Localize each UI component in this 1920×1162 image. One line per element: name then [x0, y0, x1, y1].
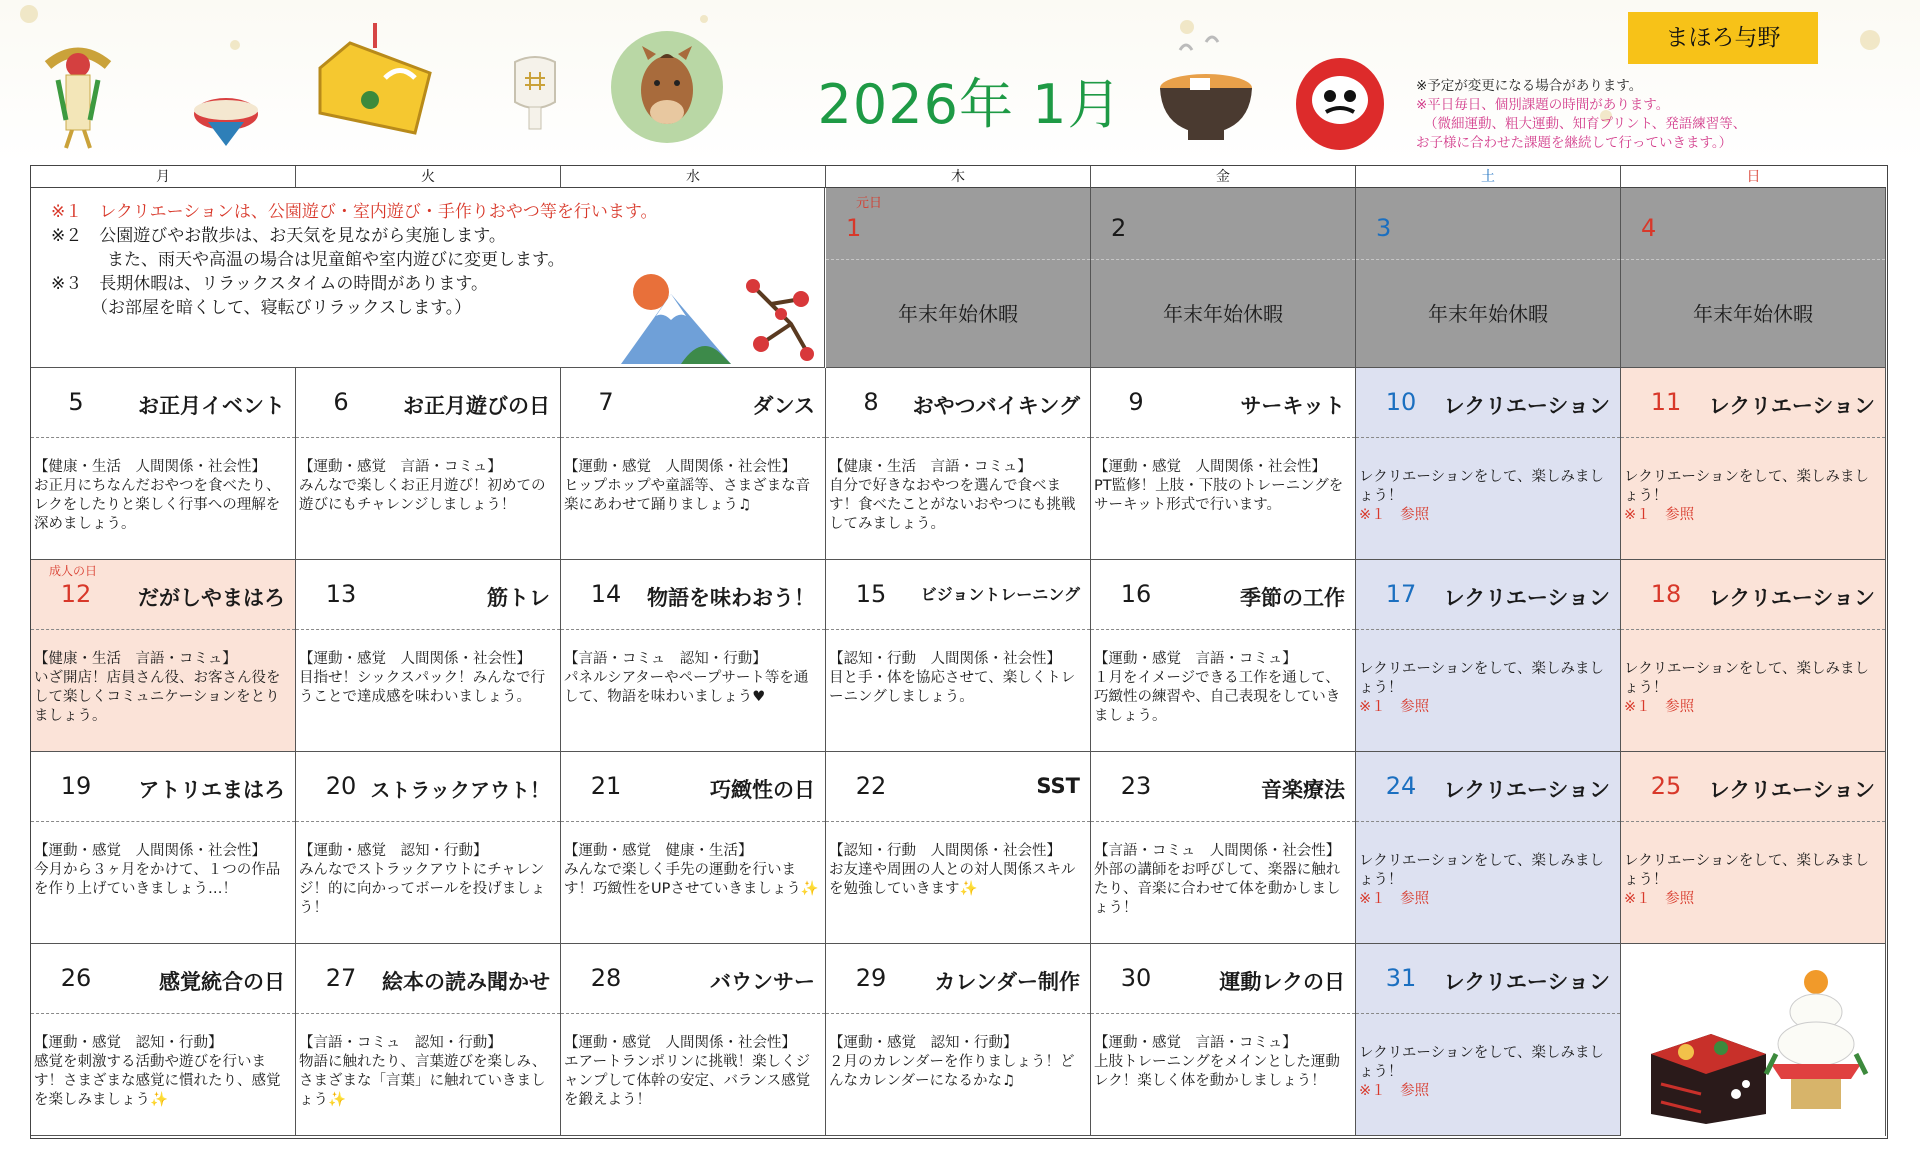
day-cell	[1091, 752, 1356, 944]
reference-note: ※１ 参照	[1624, 507, 1695, 523]
activity-title: レクリエーション	[1443, 970, 1610, 994]
activity-title: レクリエーション	[1708, 586, 1875, 610]
activity-description: 【運動・感覚 認知・行動】 みんなでストラックアウトにチャレンジ！的に向かってボールを投げましょう！	[299, 843, 546, 916]
day-cell	[826, 944, 1091, 1136]
horse-icon	[608, 28, 726, 146]
day-number: 12	[60, 580, 92, 608]
activity-title: お正月遊びの日	[403, 394, 550, 418]
day-cell	[1356, 368, 1621, 560]
note-line: お子様に合わせた課題を継続して行っていきます。）	[1416, 135, 1733, 151]
note-line: （微細運動、粗大運動、知育プリント、発語練習等、	[1424, 116, 1747, 132]
holiday-cell	[1091, 188, 1356, 368]
activity-description: 【言語・コミュ 認知・行動】 物語に触れたり、言葉遊びを楽しみ、さまざまな「言葉」に触れていきましょう✨	[299, 1035, 547, 1108]
info-note-line: ※１ レクリエーションは、公園遊び・室内遊び・手作りおやつ等を行います。	[51, 202, 658, 222]
reference-note: ※１ 参照	[1624, 891, 1695, 907]
hagoita-icon	[505, 52, 565, 132]
activity-description: 【健康・生活 人間関係・社会性】 お正月にちなんだおやつを食べたり、レクをしたりと楽しく行事への理解を深めましょう。	[34, 459, 281, 532]
activity-description: 【運動・感覚 認知・行動】 感覚を刺激する活動や遊びを行います！さまざまな感覚に慣れたり、感覚を楽しみましょう✨	[34, 1035, 281, 1108]
day-cell	[1356, 560, 1621, 752]
day-number: 2	[1111, 214, 1127, 242]
weekday-header: 土	[1356, 166, 1621, 188]
day-cell	[296, 368, 561, 560]
day-cell	[1356, 944, 1621, 1136]
day-number: 14	[590, 580, 622, 608]
activity-description: 【認知・行動 人間関係・社会性】 お友達や周囲の人との対人関係スキルを勉強していきます✨	[829, 843, 1076, 897]
note-line: ※平日毎日、個別課題の時間があります。	[1416, 97, 1670, 113]
day-number: 22	[855, 772, 887, 800]
day-cell	[826, 752, 1091, 944]
activity-title: アトリエまはろ	[138, 778, 285, 802]
cell-header-divider	[1091, 188, 1355, 260]
calendar-grid	[30, 165, 1888, 1139]
activity-title: 巧緻性の日	[710, 778, 815, 802]
mount-fuji-icon	[621, 264, 731, 364]
day-cell	[296, 944, 561, 1136]
day-number: 30	[1120, 964, 1152, 992]
activity-description: レクリエーションをして、楽しみましょう！ ※１ 参照	[1624, 852, 1882, 909]
day-number: 6	[333, 388, 349, 416]
activity-title: ストラックアウト！	[370, 778, 550, 802]
holiday-tag: 成人の日	[49, 564, 98, 578]
day-cell	[1621, 368, 1886, 560]
day-number: 25	[1650, 772, 1682, 800]
kagami-mochi-icon	[1761, 964, 1871, 1114]
ema-plaque-icon	[310, 18, 440, 148]
holiday-cell	[1621, 188, 1886, 368]
info-notes-box	[31, 188, 825, 368]
reference-note: ※１ 参照	[1359, 699, 1430, 715]
shimenawa-icon	[28, 20, 128, 150]
holiday-cell	[1356, 188, 1621, 368]
activity-title: レクリエーション	[1443, 394, 1610, 418]
holiday-tag: 元日	[856, 196, 883, 211]
activity-title: ダンス	[752, 394, 815, 418]
empty-cell-decor	[1621, 944, 1886, 1136]
day-cell	[561, 368, 826, 560]
day-number: 3	[1376, 214, 1392, 242]
calendar-header	[0, 0, 1920, 163]
day-cell	[1091, 368, 1356, 560]
day-number: 28	[590, 964, 622, 992]
note-line: ※予定が変更になる場合があります。	[1416, 78, 1643, 94]
reference-note: ※１ 参照	[1624, 699, 1695, 715]
weekday-header: 水	[561, 166, 826, 188]
holiday-cell	[826, 188, 1091, 368]
activity-description: 【言語・コミュ 人間関係・社会性】 外部の講師をお呼びして、楽器に触れたり、音楽に合わせて体を動かしましょう！	[1094, 843, 1341, 916]
day-number: 7	[598, 388, 614, 416]
activity-description: 【運動・感覚 人間関係・社会性】 今月から３ヶ月をかけて、１つの作品を作り上げていきましょう…！	[34, 843, 281, 897]
activity-title: バウンサー	[710, 970, 815, 994]
activity-title: お正月イベント	[138, 394, 285, 418]
holiday-label: 年末年始休暇	[1428, 302, 1548, 326]
weekday-header: 金	[1091, 166, 1356, 188]
weekday-header: 日	[1621, 166, 1886, 188]
holiday-label: 年末年始休暇	[1693, 302, 1813, 326]
activity-description: 【運動・感覚 言語・コミュ】 みんなで楽しくお正月遊び！初めての遊びにもチャレンジしましょう！	[299, 459, 546, 513]
activity-title: レクリエーション	[1708, 778, 1875, 802]
day-cell	[1621, 752, 1886, 944]
day-cell	[1621, 560, 1886, 752]
day-cell	[561, 560, 826, 752]
day-cell	[1356, 752, 1621, 944]
calendar-title: 2026年 1月	[817, 73, 1123, 136]
activity-title: 筋トレ	[487, 586, 550, 610]
activity-description: レクリエーションをして、楽しみましょう！ ※１ 参照	[1624, 660, 1882, 717]
info-note-line: （お部屋を暗くして、寝転びリラックスします。）	[91, 298, 472, 318]
day-cell	[561, 752, 826, 944]
day-number: 9	[1128, 388, 1144, 416]
day-number: 10	[1385, 388, 1417, 416]
day-cell	[296, 752, 561, 944]
activity-title: 絵本の読み聞かせ	[382, 970, 550, 994]
activity-description: 【運動・感覚 人間関係・社会性】 エアートランポリンに挑戦！楽しくジャンプして体幹の安定、バランス感覚を鍛えよう！	[564, 1035, 811, 1108]
activity-title: レクリエーション	[1708, 394, 1875, 418]
day-number: 5	[68, 388, 84, 416]
weekday-header: 月	[31, 166, 296, 188]
activity-description: 【運動・感覚 言語・コミュ】 １月をイメージできる工作を通して、巧緻性の練習や、自己表現をしていきましょう。	[1094, 651, 1341, 724]
activity-description: 【運動・感覚 言語・コミュ】 上肢トレーニングをメインとした運動レク！楽しく体を動かしましょう！	[1094, 1035, 1340, 1089]
cell-header-divider	[1356, 188, 1620, 260]
activity-description: レクリエーションをして、楽しみましょう！ ※１ 参照	[1624, 468, 1882, 525]
activity-description: 【運動・感覚 人間関係・社会性】 ヒップホップや童謡等、さまざまな音楽にあわせて踊りましょう♫	[564, 459, 811, 513]
day-number: 21	[590, 772, 622, 800]
activity-title: 音楽療法	[1261, 778, 1345, 802]
day-number: 8	[863, 388, 879, 416]
daruma-icon	[1292, 52, 1388, 152]
activity-title: 感覚統合の日	[159, 970, 285, 994]
day-number: 19	[60, 772, 92, 800]
day-cell	[31, 752, 296, 944]
day-number: 16	[1120, 580, 1152, 608]
day-number: 26	[60, 964, 92, 992]
ozoni-soup-icon	[1150, 30, 1262, 148]
day-cell	[561, 944, 826, 1136]
day-cell	[1091, 944, 1356, 1136]
reference-note: ※１ 参照	[1359, 891, 1430, 907]
activity-description: 【運動・感覚 人間関係・社会性】 目指せ！シックスパック！みんなで行うことで達成感を味わいましょう。	[299, 651, 546, 705]
activity-description: レクリエーションをして、楽しみましょう！ ※１ 参照	[1359, 468, 1617, 525]
day-cell	[31, 944, 296, 1136]
day-number: 17	[1385, 580, 1417, 608]
day-cell	[826, 368, 1091, 560]
weekday-header: 木	[826, 166, 1091, 188]
activity-title: 運動レクの日	[1219, 970, 1345, 994]
day-number: 13	[325, 580, 357, 608]
info-note-line: ※２ 公園遊びやお散歩は、お天気を見ながら実施します。	[51, 226, 506, 246]
osechi-box-icon	[1641, 1014, 1771, 1124]
day-cell	[1091, 560, 1356, 752]
activity-description: レクリエーションをして、楽しみましょう！ ※１ 参照	[1359, 1044, 1617, 1101]
activity-description: 【運動・感覚 人間関係・社会性】 PT監修！上肢・下肢のトレーニングをサーキット形式で行います。	[1094, 459, 1344, 513]
activity-description: 【健康・生活 言語・コミュ】 いざ開店！店員さん役、お客さん役をして楽しくコミュニケーションをとりましょう。	[34, 651, 281, 724]
info-note-line: また、雨天や高温の場合は児童館や室内遊びに変更します。	[107, 250, 565, 270]
activity-description: 【言語・コミュ 認知・行動】 パネルシアターやペープサート等を通して、物語を味わいましょう♥	[564, 651, 809, 705]
day-number: 31	[1385, 964, 1417, 992]
holiday-label: 年末年始休暇	[898, 302, 1018, 326]
day-number: 27	[325, 964, 357, 992]
koma-top-icon	[190, 88, 262, 150]
activity-title: ビジョントレーニング	[920, 585, 1080, 604]
day-number: 20	[325, 772, 357, 800]
ume-blossom-icon	[741, 274, 821, 364]
day-number: 29	[855, 964, 887, 992]
day-number: 1	[846, 214, 862, 242]
activity-description: 【認知・行動 人間関係・社会性】 目と手・体を協応させて、楽しくトレーニングしましょう。	[829, 651, 1076, 705]
facility-name-badge: まほろ与野	[1628, 12, 1818, 64]
activity-title: だがしやまはろ	[138, 586, 285, 610]
day-cell	[31, 368, 296, 560]
day-number: 18	[1650, 580, 1682, 608]
activity-description: 【運動・感覚 健康・生活】 みんなで楽しく手先の運動を行います！巧緻性をUPさせていきましょう✨	[564, 843, 819, 897]
activity-description: レクリエーションをして、楽しみましょう！ ※１ 参照	[1359, 852, 1617, 909]
activity-description: 【健康・生活 言語・コミュ】 自分で好きなおやつを選んで食べます！食べたことがないおやつにも挑戦してみましょう。	[829, 459, 1076, 532]
day-number: 11	[1650, 388, 1682, 416]
day-cell	[296, 560, 561, 752]
day-number: 4	[1641, 214, 1657, 242]
activity-title: サーキット	[1240, 394, 1345, 418]
activity-title: レクリエーション	[1443, 586, 1610, 610]
activity-title: 物語を味わおう！	[647, 586, 815, 610]
activity-description: レクリエーションをして、楽しみましょう！ ※１ 参照	[1359, 660, 1617, 717]
holiday-label: 年末年始休暇	[1163, 302, 1283, 326]
info-note-line: ※３ 長期休暇は、リラックスタイムの時間があります。	[51, 274, 489, 294]
day-number: 15	[855, 580, 887, 608]
cell-header-divider	[1621, 188, 1885, 260]
weekday-header: 火	[296, 166, 561, 188]
day-cell	[826, 560, 1091, 752]
reference-note: ※１ 参照	[1359, 507, 1430, 523]
reference-note: ※１ 参照	[1359, 1083, 1430, 1099]
header-notes	[1416, 77, 1836, 153]
activity-title: レクリエーション	[1443, 778, 1610, 802]
activity-title: おやつバイキング	[912, 394, 1080, 418]
day-number: 23	[1120, 772, 1152, 800]
day-number: 24	[1385, 772, 1417, 800]
activity-description: 【運動・感覚 認知・行動】 ２月のカレンダーを作りましょう！どんなカレンダーになるかな♫	[829, 1035, 1075, 1089]
activity-title: 季節の工作	[1240, 586, 1345, 610]
day-cell	[31, 560, 296, 752]
activity-title: SST	[1036, 774, 1080, 798]
activity-title: カレンダー制作	[934, 970, 1080, 994]
